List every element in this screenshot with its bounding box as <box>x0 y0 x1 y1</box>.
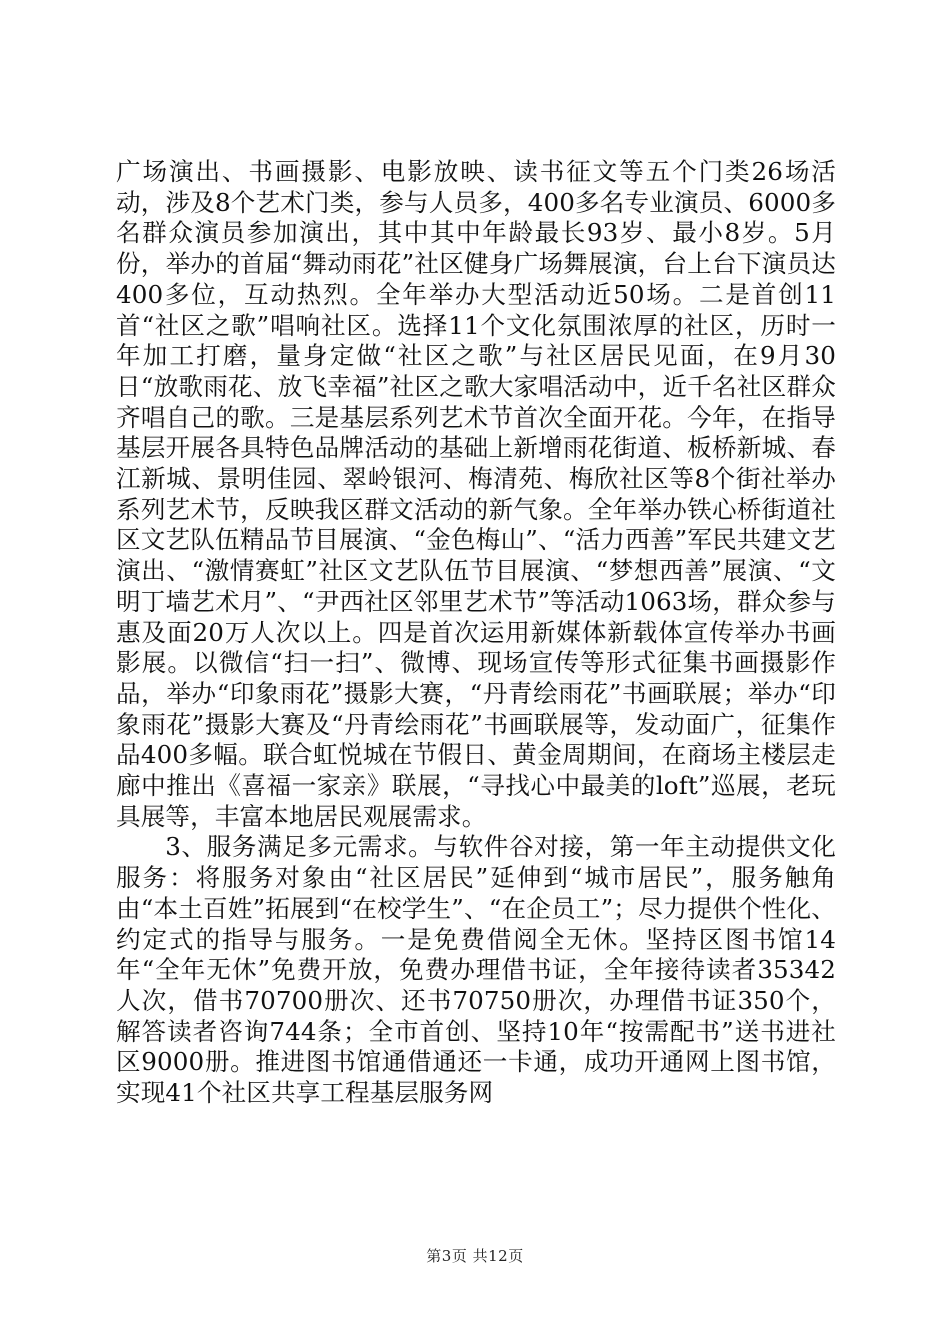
paragraph-2: 3、服务满足多元需求。与软件谷对接，第一年主动提供文化服务：将服务对象由“社区居民”延伸到“城市居民”，服务触角由“本土百姓”拓展到“在校学生”、“在企员工”；尽力提供个性化、约定式的指导与服务。一是免费借阅全无休。坚持区图书馆14年“全年无休”免费开放，免费办理借书证，全年接待读者35342人次，借书70700册次、还书70750册次，办理借书证350个，解答读者咨询744条；全市首创、坚持10年“按需配书”送书进社区9000册。推进图书馆通借通还一卡通，成功开通网上图书馆，实现41个社区共享工程基层服务网 <box>116 832 836 1108</box>
paragraph-1: 广场演出、书画摄影、电影放映、读书征文等五个门类26场活动，涉及8个艺术门类，参与人员多，400多名专业演员、6000多名群众演员参加演出，其中其中年龄最长93岁、最小8岁。5月份，举办的首届“舞动雨花”社区健身广场舞展演，台上台下演员达400多位，互动热烈。全年举办大型活动近50场。二是首创11首“社区之歌”唱响社区。选择11个文化氛围浓厚的社区，历时一年加工打磨，量身定做“社区之歌”与社区居民见面，在9月30日“放歌雨花、放飞幸福”社区之歌大家唱活动中，近千名社区群众齐唱自己的歌。三是基层系列艺术节首次全面开花。今年，在指导基层开展各具特色品牌活动的基础上新增雨花街道、板桥新城、春江新城、景明佳园、翠岭银河、梅清苑、梅欣社区等8个街社举办系列艺术节，反映我区群文活动的新气象。全年举办铁心桥街道社区文艺队伍精品节目展演、“金色梅山”、“活力西善”军民共建文艺演出、“激情赛虹”社区文艺队伍节目展演、“梦想西善”展演、“文明丁墙艺术月”、“尹西社区邻里艺术节”等活动1063场，群众参与惠及面20万人次以上。四是首次运用新媒体新载体宣传举办书画影展。以微信“扫一扫”、微博、现场宣传等形式征集书画摄影作品，举办“印象雨花”摄影大赛，“丹青绘雨花”书画联展；举办“印象雨花”摄影大赛及“丹青绘雨花”书画联展等，发动面广，征集作品400多幅。联合虹悦城在节假日、黄金周期间，在商场主楼层走廊中推出《喜福一家亲》联展，“寻找心中最美的loft”巡展，老玩具展等，丰富本地居民观展需求。 <box>116 157 836 831</box>
document-body <box>116 157 836 1109</box>
page-footer: 第3页 共12页 <box>426 1247 524 1265</box>
